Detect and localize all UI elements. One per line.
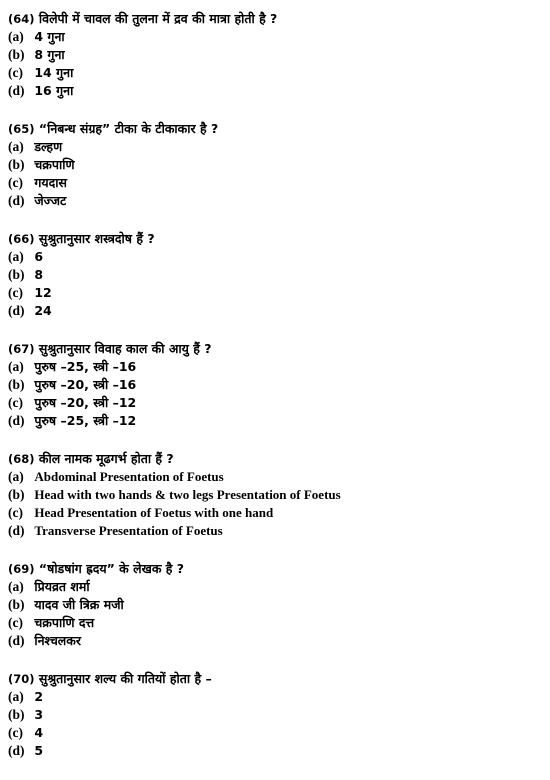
- option-c: (c) 14 गुना: [8, 65, 74, 80]
- question-number: (69): [8, 562, 35, 576]
- option-b: (b) पुरुष –20, स्त्री –16: [8, 377, 137, 392]
- option-a: (a) प्रियव्रत शर्मा: [8, 579, 90, 594]
- question-body: सुश्रुतानुसार विवाह काल की आयु हैं ?: [38, 341, 212, 356]
- question-text: [8, 560, 542, 578]
- option-c: (c) Head Presentation of Foetus with one hand: [8, 505, 274, 520]
- option-d: (d) जेज्जट: [8, 193, 67, 208]
- option-a: (a) डल्हण: [8, 139, 63, 154]
- option-d: (d) 5: [8, 743, 44, 758]
- option-d: (d) पुरुष –25, स्त्री –12: [8, 413, 137, 428]
- option-c: (c) गयदास: [8, 175, 67, 190]
- option-b: (b) Head with two hands & two legs Presentation of Foetus: [8, 487, 341, 502]
- option-c: (c) पुरुष –20, स्त्री –12: [8, 395, 137, 410]
- question-68: [8, 450, 542, 540]
- question-body: विलेपी में चावल की तुलना में द्रव की मात्रा होती है ?: [38, 11, 278, 26]
- option-b: (b) 8: [8, 267, 44, 282]
- option-a: (a) 6: [8, 249, 44, 264]
- question-sheet: [8, 10, 542, 780]
- question-number: (64): [8, 12, 35, 26]
- question-text: [8, 120, 542, 138]
- question-text: [8, 450, 542, 468]
- option-b: (b) चक्रपाणि: [8, 157, 75, 172]
- question-body: “षोडषांग ह्रदय” के लेखक है ?: [38, 561, 185, 576]
- option-d: (d) निश्चलकर: [8, 633, 81, 648]
- option-a: (a) 2: [8, 689, 44, 704]
- question-body: सुश्रुतानुसार शस्त्रदोष हैं ?: [38, 231, 155, 246]
- option-d: (d) Transverse Presentation of Foetus: [8, 523, 223, 538]
- option-b: (b) 8 गुना: [8, 47, 65, 62]
- question-65: [8, 120, 542, 210]
- question-69: [8, 560, 542, 650]
- question-text: [8, 230, 542, 248]
- question-number: (66): [8, 232, 35, 246]
- question-text: [8, 10, 542, 28]
- question-body: “निबन्ध संग्रह” टीका के टीकाकार है ?: [38, 121, 219, 136]
- option-a: (a) 4 गुना: [8, 29, 65, 44]
- question-body: कील नामक मूढगर्भ होता हैं ?: [38, 451, 174, 466]
- question-number: (67): [8, 342, 35, 356]
- question-number: (68): [8, 452, 35, 466]
- question-text: [8, 340, 542, 358]
- option-a: (a) Abdominal Presentation of Foetus: [8, 469, 224, 484]
- question-number: (70): [8, 672, 35, 686]
- option-d: (d) 16 गुना: [8, 83, 74, 98]
- question-body: सुश्रुतानुसार शल्य की गतियों होता है –: [38, 671, 212, 686]
- option-b: (b) यादव जी त्रिक्र मजी: [8, 597, 124, 612]
- option-b: (b) 3: [8, 707, 44, 722]
- option-a: (a) पुरुष –25, स्त्री –16: [8, 359, 137, 374]
- question-70: [8, 670, 542, 760]
- question-number: (65): [8, 122, 35, 136]
- option-c: (c) 12: [8, 285, 52, 300]
- question-64: [8, 10, 542, 100]
- option-c: (c) 4: [8, 725, 44, 740]
- question-66: [8, 230, 542, 320]
- option-c: (c) चक्रपाणि दत्त: [8, 615, 95, 630]
- question-67: [8, 340, 542, 430]
- question-text: [8, 670, 542, 688]
- option-d: (d) 24: [8, 303, 52, 318]
